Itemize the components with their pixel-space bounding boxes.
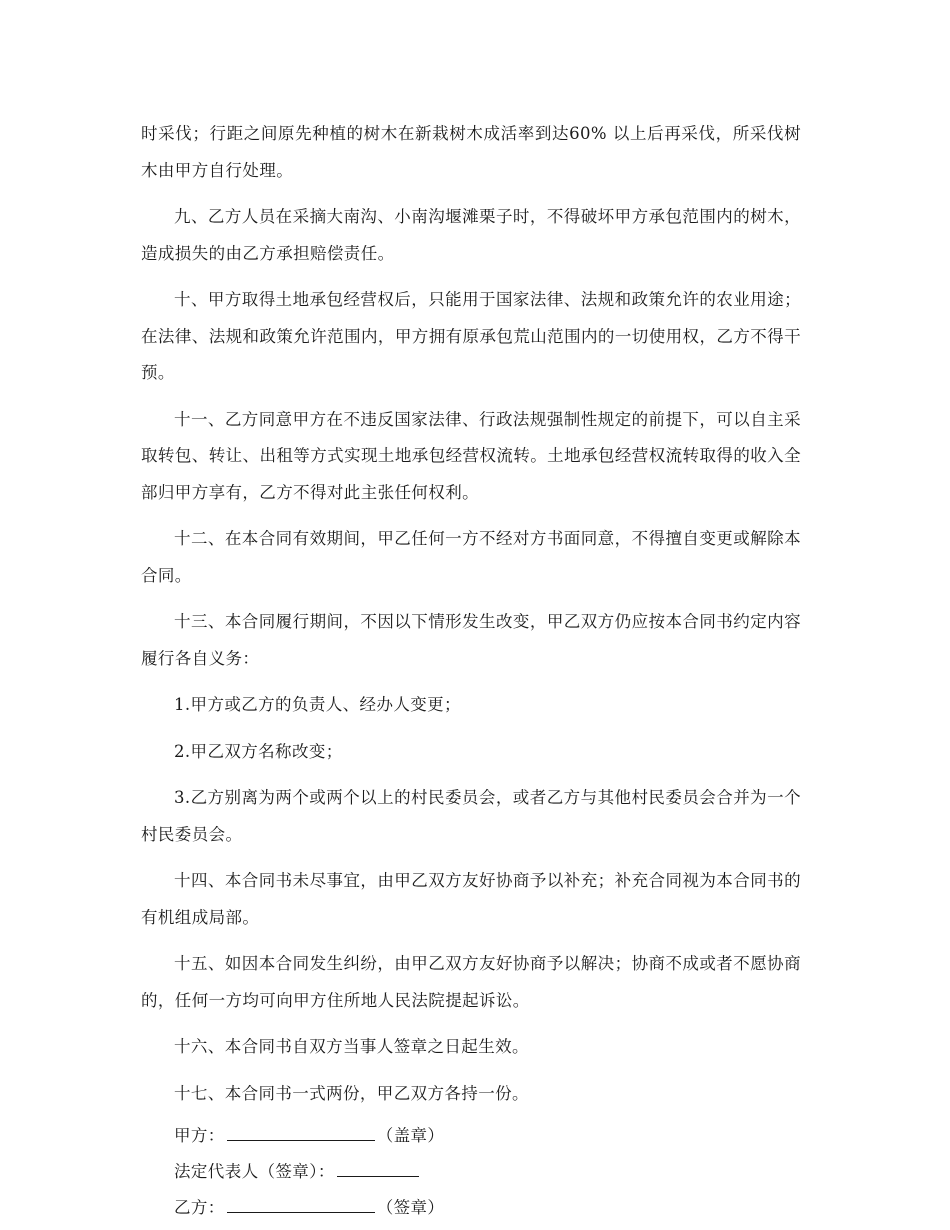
legal-rep-signature-blank[interactable]	[337, 1158, 419, 1177]
legal-rep-label: 法定代表人（签章）：	[174, 1162, 335, 1181]
party-b-signature-blank[interactable]	[227, 1194, 375, 1213]
clause-16: 十六、本合同书自双方当事人签章之日起生效。	[174, 1037, 529, 1056]
clause-13-item-1: 1.甲方或乙方的负责人、经办人变更；	[174, 695, 461, 714]
clause-11: 十一、乙方同意甲方在不违反国家法律、行政法规强制性规定的前提下，可以自主采取转包、转让、出租等方式实现土地承包经营权流转。土地承包经营权流转取得的收入全部归甲方享有，乙方不得对此主张任何权利。	[141, 409, 801, 502]
clause-13: 十三、本合同履行期间，不因以下情形发生改变，甲乙双方仍应按本合同书约定内容履行各自义务：	[141, 612, 801, 668]
party-a-seal-note: （盖章）	[376, 1126, 445, 1145]
party-b-seal-note: （签章）	[376, 1198, 445, 1217]
party-b-signature-line	[174, 1194, 801, 1222]
clause-10: 十、甲方取得土地承包经营权后，只能用于国家法律、法规和政策允许的农业用途；在法律、法规和政策允许范围内，甲方拥有原承包荒山范围内的一切使用权，乙方不得干预。	[141, 290, 801, 382]
clause-13-item-2: 2.甲乙双方名称改变；	[174, 741, 343, 761]
clause-17: 十七、本合同书一式两份，甲乙双方各持一份。	[174, 1083, 529, 1103]
clause-15: 十五、如因本合同发生纠纷，由甲乙双方友好协商予以解决；协商不成或者不愿协商的，任何一方均可向甲方住所地人民法院提起诉讼。	[141, 954, 801, 1010]
party-b-label: 乙方：	[174, 1198, 225, 1217]
clause-14: 十四、本合同书未尽事宜，由甲乙双方友好协商予以补充；补充合同视为本合同书的有机组成局部。	[141, 871, 801, 927]
paragraph-continuation: 时采伐；行距之间原先种植的树木在新栽树木成活率到达60% 以上后再采伐，所采伐树木由甲方自行处理。	[141, 124, 801, 180]
legal-rep-signature-line	[174, 1158, 801, 1186]
party-a-signature-line	[174, 1122, 801, 1150]
clause-12: 十二、在本合同有效期间，甲乙任何一方不经对方书面同意，不得擅自变更或解除本合同。	[141, 529, 801, 585]
clause-9: 九、乙方人员在采摘大南沟、小南沟堰滩栗子时，不得破坏甲方承包范围内的树木，造成损失的由乙方承担赔偿责任。	[141, 207, 801, 263]
document-body	[141, 116, 801, 1230]
party-a-label: 甲方：	[174, 1126, 225, 1145]
party-a-signature-blank[interactable]	[227, 1122, 375, 1141]
clause-13-item-3: 3.乙方别离为两个或两个以上的村民委员会，或者乙方与其他村民委员会合并为一个村民委员会。	[141, 788, 801, 844]
